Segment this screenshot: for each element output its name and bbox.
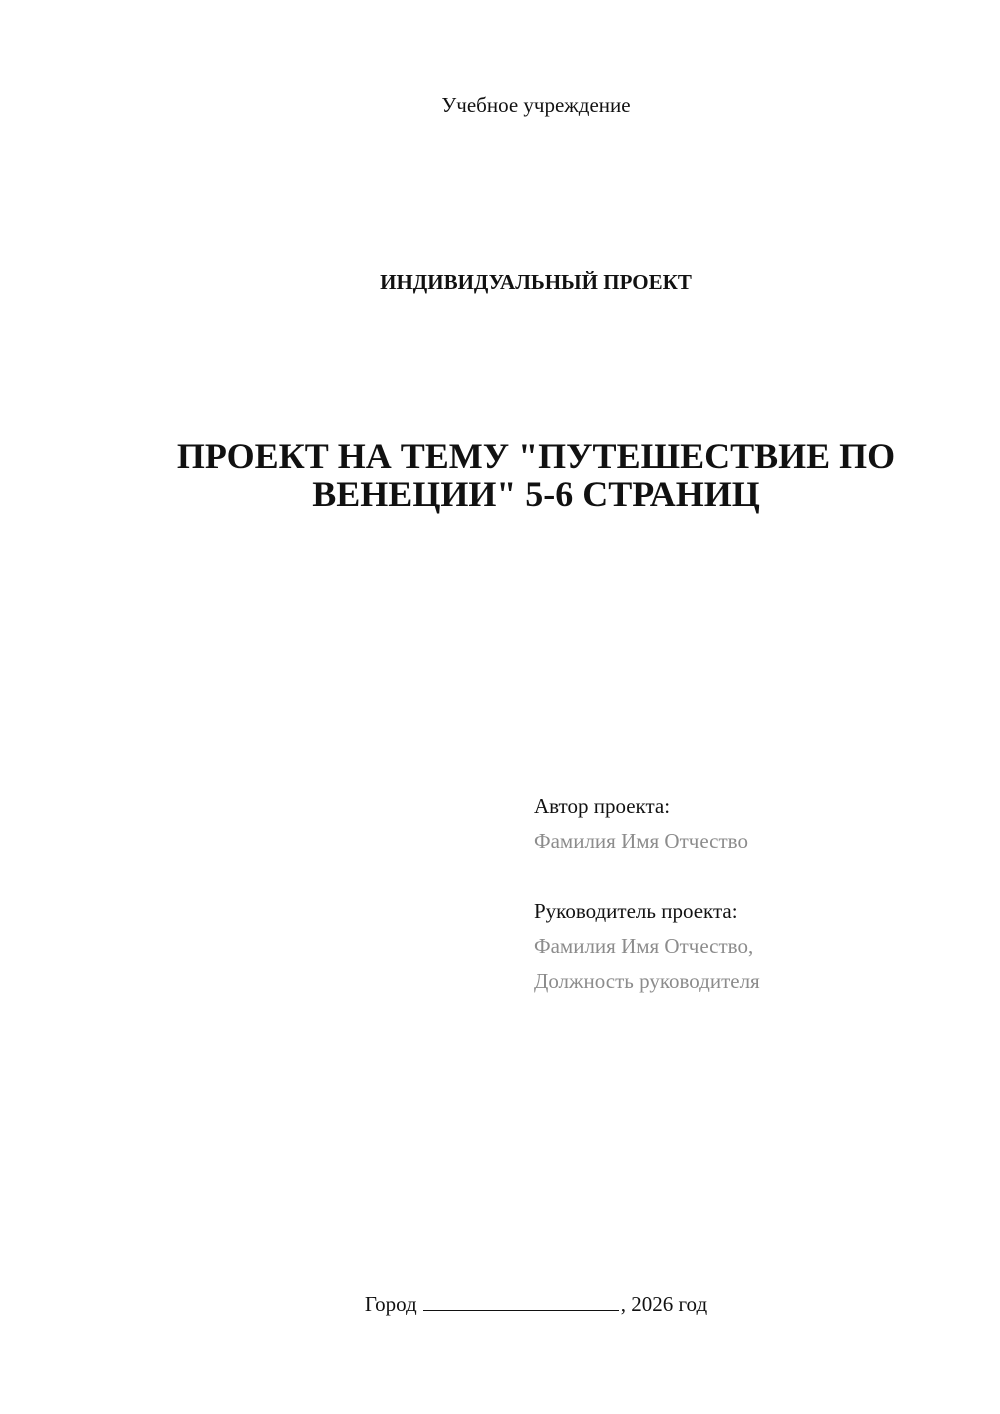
project-title-line-1: ПРОЕКТ НА ТЕМУ "ПУТЕШЕСТВИЕ ПО [176,436,896,476]
author-label: Автор проекта: [534,794,671,818]
author-name: Фамилия Имя Отчество [534,829,748,853]
supervisor-name: Фамилия Имя Отчество, [534,934,754,958]
supervisor-position: Должность руководителя [534,969,760,993]
author-block [534,789,974,859]
city-label: Город [364,1292,417,1316]
supervisor-label: Руководитель проекта: [534,899,738,923]
project-title [120,437,952,513]
document-type: ИНДИВИДУАЛЬНЫЙ ПРОЕКТ [380,270,692,294]
footer-city-year [0,1290,1000,1318]
year-text: , 2026 год [620,1292,708,1316]
project-title-line-2: ВЕНЕЦИИ" 5-6 СТРАНИЦ [312,474,760,514]
city-blank-line [423,1290,619,1311]
supervisor-block [534,894,974,999]
institution-name: Учебное учреждение [441,93,631,117]
